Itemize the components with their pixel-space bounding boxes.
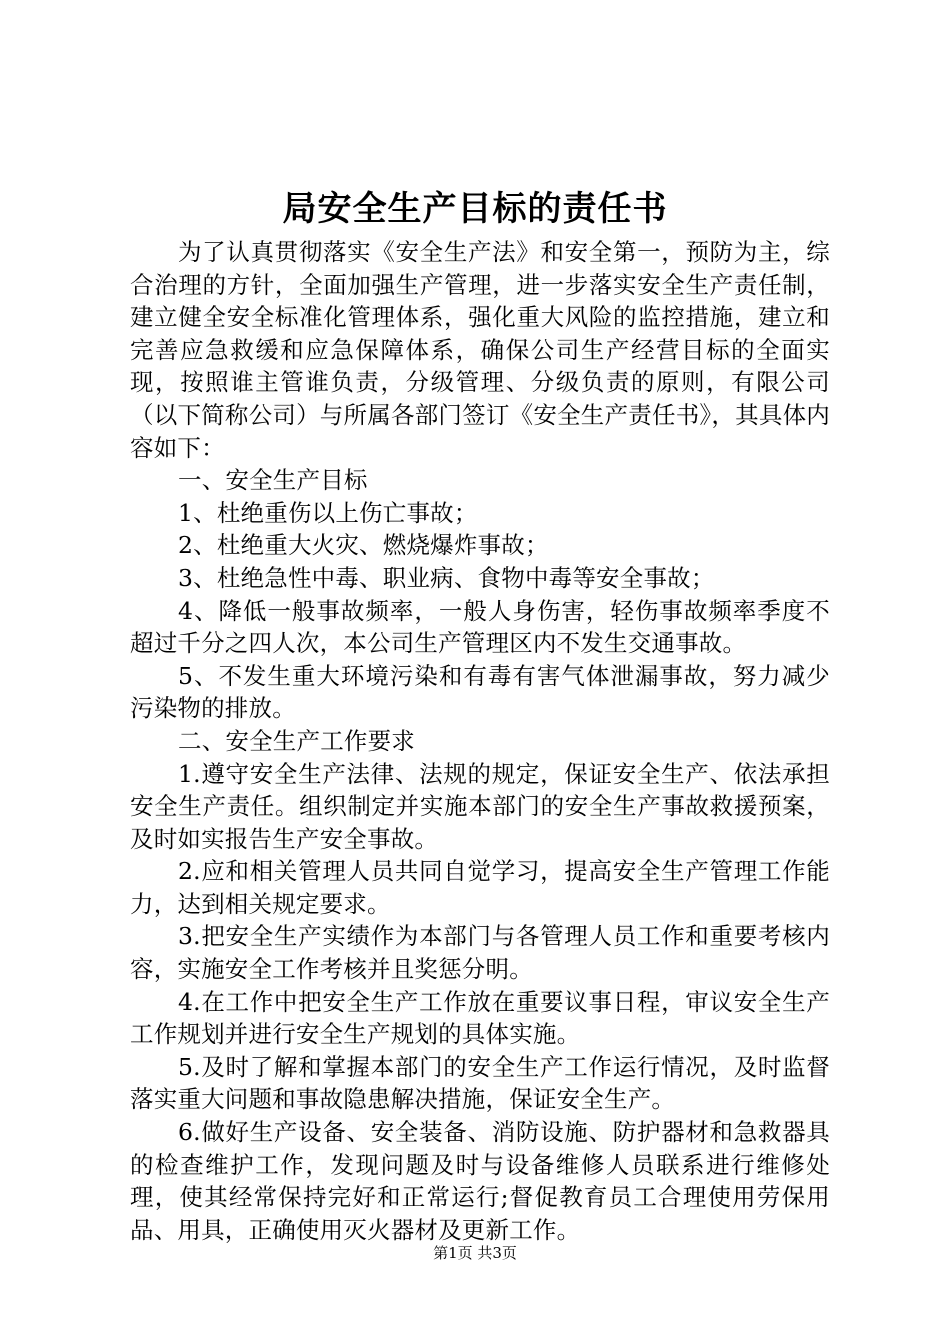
goal-item-2: 2、杜绝重大火灾、燃烧爆炸事故；	[178, 531, 549, 560]
requirement-item-6: 6.做好生产设备、安全装备、消防设施、防护器材和急救器具的检查维护工作，发现问题及时与设备维修人员联系进行维修处理，使其经常保持完好和正常运行;督促教育员工合理使用劳保用品、用具，正确使用灭火器材及更新工作。	[130, 1118, 830, 1244]
page-footer: 第1页 共3页	[433, 1244, 517, 1262]
goal-item-3: 3、杜绝急性中毒、职业病、食物中毒等安全事故；	[178, 563, 715, 592]
requirement-item-1: 1.遵守安全生产法律、法规的规定，保证安全生产、依法承担安全生产责任。组织制定并实施本部门的安全生产事故救援预案，及时如实报告生产安全事故。	[130, 759, 830, 853]
goal-item-1: 1、杜绝重伤以上伤亡事故；	[178, 498, 478, 527]
paragraph-intro: 为了认真贯彻落实《安全生产法》和安全第一，预防为主，综合治理的方针，全面加强生产管理，进一步落实安全生产责任制，建立健全安全标准化管理体系，强化重大风险的监控措施，建立和完善应急救缓和应急保障体系，确保公司生产经营目标的全面实现，按照谁主管谁负责，分级管理、分级负责的原则，有限公司（以下简称公司）与所属各部门签订《安全生产责任书》，其具体内容如下：	[130, 238, 830, 462]
document-title: 局安全生产目标的责任书	[282, 189, 668, 229]
section-heading-requirements: 二、安全生产工作要求	[178, 726, 415, 755]
requirement-item-3: 3.把安全生产实绩作为本部门与各管理人员工作和重要考核内容，实施安全工作考核并且奖惩分明。	[130, 922, 830, 984]
requirement-item-2: 2.应和相关管理人员共同自觉学习，提高安全生产管理工作能力，达到相关规定要求。	[130, 857, 830, 918]
requirement-item-5: 5.及时了解和掌握本部门的安全生产工作运行情况，及时监督落实重大问题和事故隐患解决措施，保证安全生产。	[130, 1052, 830, 1114]
goal-item-4: 4、降低一般事故频率，一般人身伤害，轻伤事故频率季度不超过千分之四人次，本公司生产管理区内不发生交通事故。	[130, 596, 830, 658]
goal-item-5: 5、不发生重大环境污染和有毒有害气体泄漏事故，努力减少污染物的排放。	[130, 661, 830, 723]
document-body	[130, 236, 830, 1246]
requirement-item-4: 4.在工作中把安全生产工作放在重要议事日程，审议安全生产工作规划并进行安全生产规划的具体实施。	[130, 987, 830, 1049]
section-heading-goals: 一、安全生产目标	[178, 466, 368, 495]
